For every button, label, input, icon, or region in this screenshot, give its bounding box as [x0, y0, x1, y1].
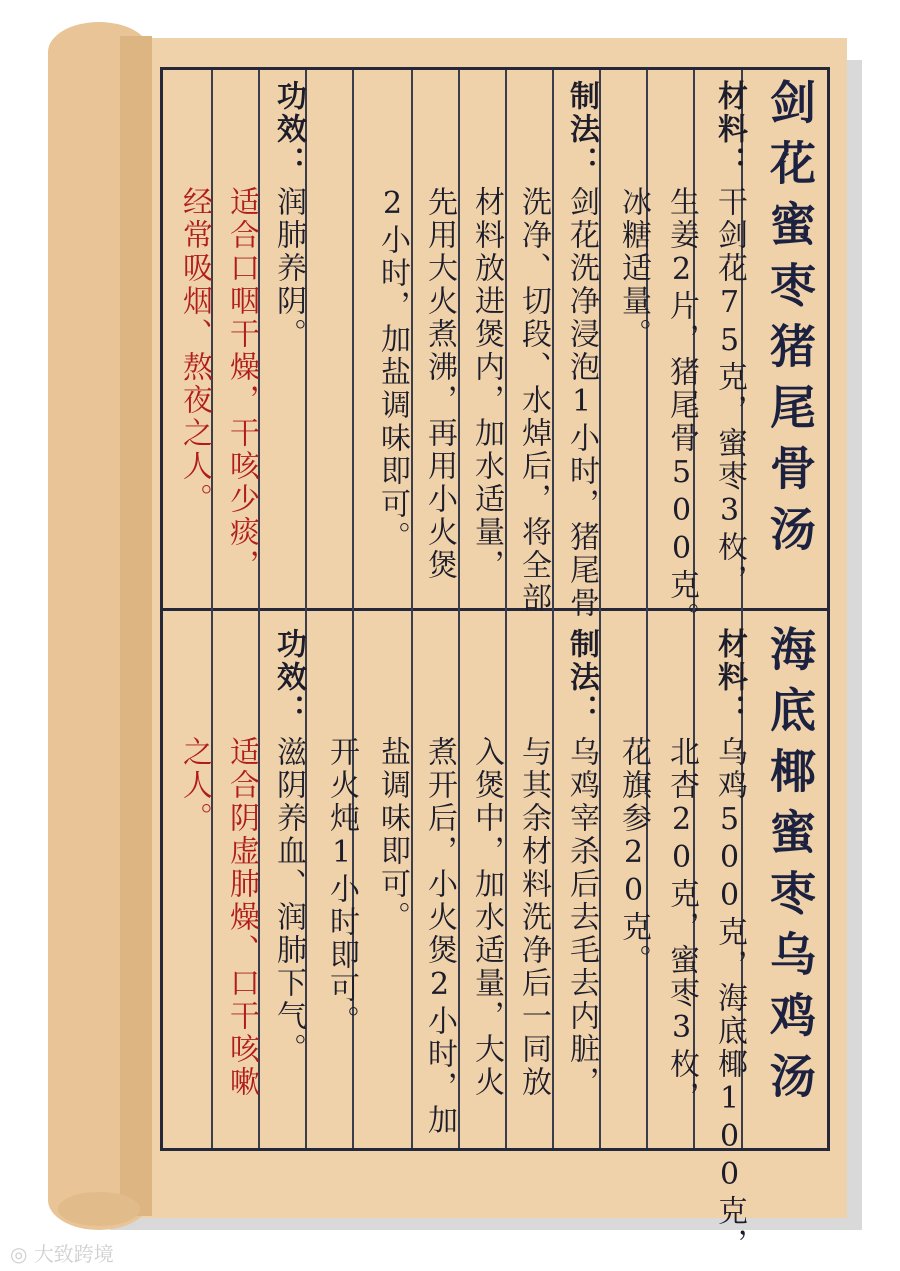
recipe2-title: 海底椰蜜枣乌鸡汤 [763, 625, 817, 1113]
recipe1-method-line: 材料放进煲内，加水适量， [469, 186, 504, 582]
recipe2-materials-line: 北杏20克，蜜枣3枚， [664, 736, 699, 1114]
recipe1-method-line: 2小时，加盐调味即可。 [375, 186, 410, 554]
recipe2-method-line: 煮开后，小火煲2小时，加 [422, 736, 457, 1137]
watermark-logo [10, 1238, 114, 1267]
recipe2-method-label: 制法： [564, 628, 599, 727]
logo-icon: ◎ [10, 1242, 28, 1266]
recipe-divider [163, 608, 827, 611]
recipe2-materials-line: 乌鸡500克，海底椰100克， [712, 736, 747, 1261]
recipe1-suitable-line: 适合口咽干燥，干咳少痰， [224, 186, 259, 582]
recipe1-method-line: 剑花洗净浸泡1小时，猪尾骨 [564, 186, 599, 620]
recipe1-materials-label: 材料： [712, 80, 747, 179]
recipe1-effect-line: 润肺养阴。 [271, 186, 306, 351]
recipe2-effect-line: 滋阴养血、润肺下气。 [271, 736, 306, 1066]
recipe2-suitable-line: 适合阴虚肺燥、口干咳嗽 [224, 736, 259, 1099]
recipe2-method-line: 与其余材料洗净后一同放 [516, 736, 551, 1099]
recipe2-materials-line: 花旗参20克。 [616, 736, 651, 977]
recipe1-materials-line: 生姜2片，猪尾骨500克。 [664, 186, 699, 635]
recipe1-method-line: 先用大火煮沸，再用小火煲 [422, 186, 457, 582]
recipe1-materials-line: 冰糖适量。 [616, 186, 651, 351]
recipe1-title: 剑花蜜枣猪尾骨汤 [763, 78, 817, 566]
recipe1-suitable-line: 经常吸烟、熬夜之人。 [177, 186, 212, 516]
recipe2-method-line: 开火炖1小时即可。 [324, 736, 359, 1038]
recipe2-method-line: 盐调味即可。 [375, 736, 410, 934]
recipe2-materials-label: 材料： [712, 628, 747, 727]
recipe2-method-line: 入煲中，加水适量，大火 [469, 736, 504, 1099]
watermark-text: 大致跨境 [33, 1242, 114, 1266]
scroll-roll-tip [58, 1192, 140, 1226]
recipe2-suitable-line: 之人。 [177, 736, 212, 835]
recipe1-materials-line: 干剑花75克，蜜枣3枚， [712, 186, 747, 597]
recipe1-method-line: 洗净、切段、水焯后，将全部 [516, 186, 551, 615]
recipe2-effect-label: 功效： [271, 628, 306, 727]
scroll-roll-shade [120, 36, 152, 1216]
recipe1-effect-label: 功效： [271, 80, 306, 179]
recipe2-method-line: 乌鸡宰杀后去毛去内脏， [564, 736, 599, 1099]
recipe1-method-label: 制法： [564, 80, 599, 179]
